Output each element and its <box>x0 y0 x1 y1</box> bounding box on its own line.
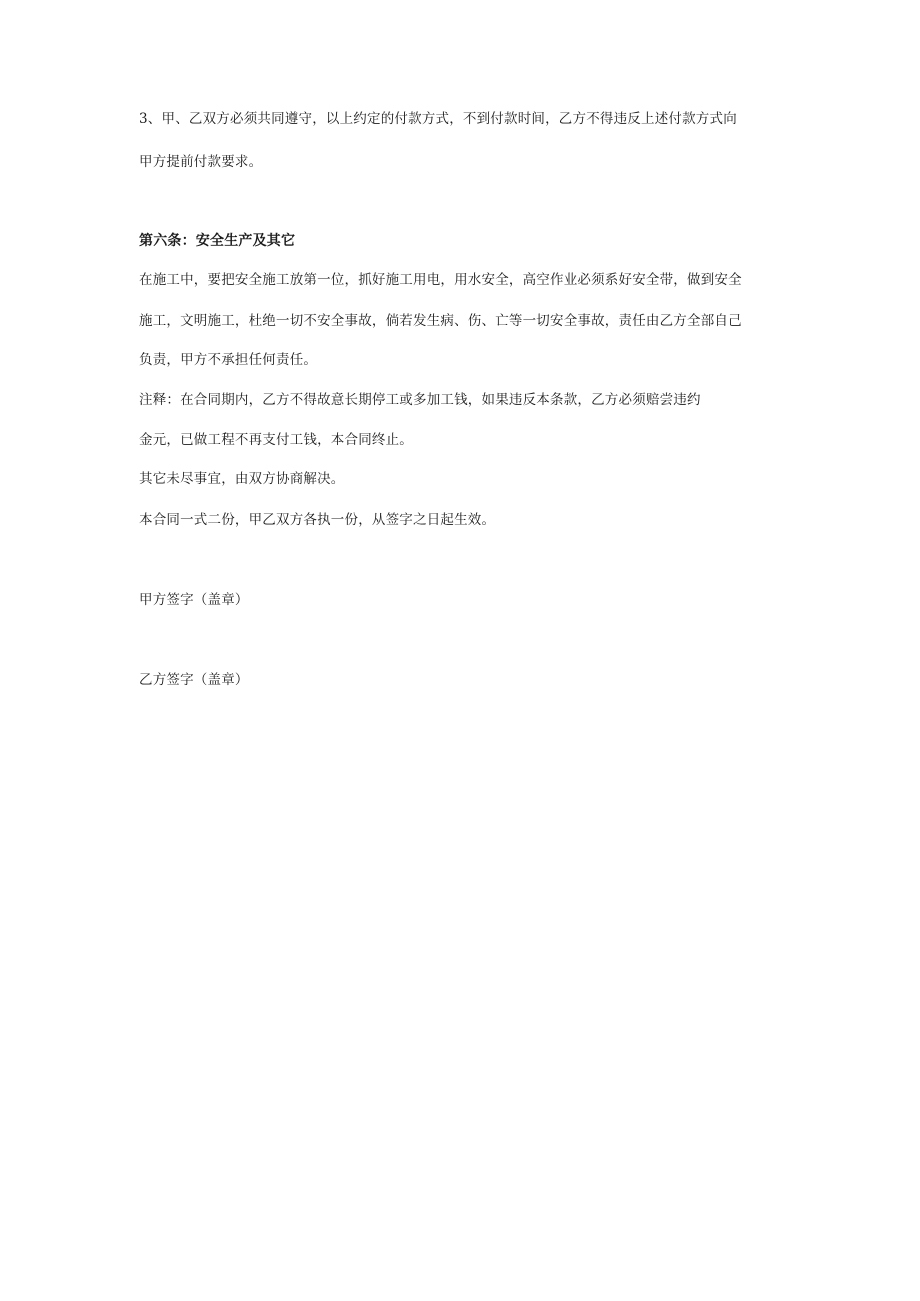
clause6-body-line1: 在施工中，要把安全施工放第一位，抓好施工用电，用水安全，高空作业必须系好安全带，做到安全 <box>139 272 742 288</box>
clause5-item3-line2: 甲方提前付款要求。 <box>139 154 263 170</box>
clause6-note-line2: 金元，已做工程不再支付工钱，本合同终止。 <box>139 432 413 448</box>
clause6-copies: 本合同一式二份，甲乙双方各执一份，从签字之日起生效。 <box>139 512 496 528</box>
clause5-item3-line1: 3、甲、乙双方必须共同遵守，以上约定的付款方式，不到付款时间，乙方不得违反上述付款方式向 <box>139 111 737 127</box>
clause6-note-line1: 注释：在合同期内，乙方不得故意长期停工或多加工钱，如果违反本条款，乙方必须赔尝违约 <box>139 392 701 408</box>
clause6-title: 第六条：安全生产及其它 <box>139 233 296 249</box>
clause6-body-line2: 施工，文明施工，杜绝一切不安全事故，倘若发生病、伤、亡等一切安全事故，责任由乙方全部自己 <box>139 313 742 329</box>
clause6-other: 其它未尽事宜，由双方协商解决。 <box>139 471 345 487</box>
signature-party-b: 乙方签字（盖章） <box>139 672 249 688</box>
clause6-body-line3: 负责，甲方不承担任何责任。 <box>139 352 318 368</box>
signature-party-a: 甲方签字（盖章） <box>139 592 249 608</box>
